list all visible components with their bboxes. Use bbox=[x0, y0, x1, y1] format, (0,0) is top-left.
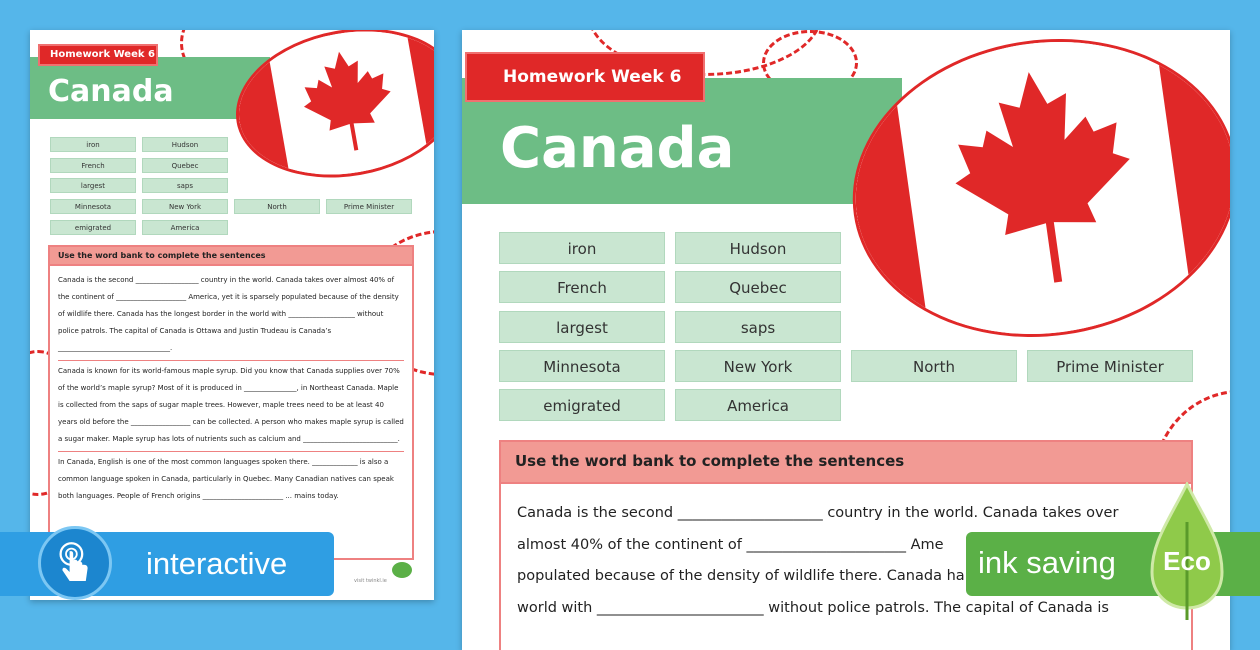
instruction-box bbox=[48, 245, 414, 560]
word-bank-item: largest bbox=[50, 178, 136, 193]
word-bank-item: New York bbox=[142, 199, 228, 214]
word-bank-item: iron bbox=[499, 232, 665, 264]
word-bank-item: saps bbox=[675, 311, 841, 343]
paragraph: Canada is the second __________________ country in the world. Canada takes over almost 40% of the continent of ____________________ America, yet it is sparsely populated because of the density of wildlife there. Canada has the longest border in the world with ___________________ without police patrols. The capital of Canada is Ottawa and Justin Trudeau is Canada’s ________________________________. bbox=[58, 276, 399, 352]
word-bank-item: New York bbox=[675, 350, 841, 382]
word-bank-item: Prime Minister bbox=[1027, 350, 1193, 382]
paragraph-line: Canada is the second ____________________ country in the world. Canada takes over bbox=[517, 505, 1119, 521]
paragraph-line: almost 40% of the continent of ______________________ Ame bbox=[517, 536, 944, 553]
word-bank-item: Quebec bbox=[142, 158, 228, 173]
touch-hand-icon bbox=[38, 526, 112, 600]
paragraph-line: populated because of the density of wildlife there. Canada ha bbox=[517, 568, 965, 584]
worksheet-preview-small bbox=[30, 30, 434, 600]
instruction-heading: Use the word bank to complete the sentences bbox=[501, 442, 1191, 484]
word-bank-item: Prime Minister bbox=[326, 199, 412, 214]
homework-tag: Homework Week 6 bbox=[38, 44, 158, 66]
word-bank-item: saps bbox=[142, 178, 228, 193]
word-bank-item: America bbox=[142, 220, 228, 235]
twinkl-logo-icon bbox=[392, 562, 412, 578]
word-bank-item: Minnesota bbox=[499, 350, 665, 382]
page-title: Canada bbox=[500, 116, 735, 181]
ink-saving-label: ink saving bbox=[978, 545, 1116, 580]
word-bank-item: North bbox=[851, 350, 1017, 382]
page-title: Canada bbox=[48, 74, 174, 109]
word-bank-item: French bbox=[50, 158, 136, 173]
word-bank-item: Quebec bbox=[675, 271, 841, 303]
word-bank-item: largest bbox=[499, 311, 665, 343]
word-bank-item: iron bbox=[50, 137, 136, 152]
word-bank-item: emigrated bbox=[499, 389, 665, 421]
paragraph: In Canada, English is one of the most common languages spoken there. _____________ is also a common language spoken in Canada, particularly in Quebec. Many Canadian natives can speak both languages. People of French origins _______________________ ... mains today. bbox=[58, 458, 394, 500]
interactive-label: interactive bbox=[146, 546, 288, 581]
word-bank-item: Hudson bbox=[675, 232, 841, 264]
footer-text: visit twinkl.ie bbox=[354, 578, 387, 584]
word-bank-item: North bbox=[234, 199, 320, 214]
interactive-badge bbox=[0, 532, 334, 596]
word-bank-item: Minnesota bbox=[50, 199, 136, 214]
word-bank-item: Hudson bbox=[142, 137, 228, 152]
paragraph: Canada is known for its world-famous maple syrup. Did you know that Canada supplies over 70% of the world’s maple syrup? Most of it is produced in _______________, in Northeast Canada. Maple is collected from the saps of sugar maple trees. However, maple trees need to be at least 40 years old before the _________________ can be collected. A person who makes maple syrup is called a sugar maker. Maple syrup has lots of nutrients such as calcium and ___________________________. bbox=[58, 367, 404, 443]
word-bank-item: America bbox=[675, 389, 841, 421]
eco-leaf-icon bbox=[1148, 482, 1226, 622]
eco-label: Eco bbox=[1163, 546, 1211, 576]
homework-tag: Homework Week 6 bbox=[465, 52, 705, 102]
instruction-heading: Use the word bank to complete the sentences bbox=[50, 247, 412, 266]
word-bank-item: emigrated bbox=[50, 220, 136, 235]
word-bank-item: French bbox=[499, 271, 665, 303]
paragraph-line: world with _______________________ without police patrols. The capital of Canada is bbox=[517, 599, 1109, 616]
